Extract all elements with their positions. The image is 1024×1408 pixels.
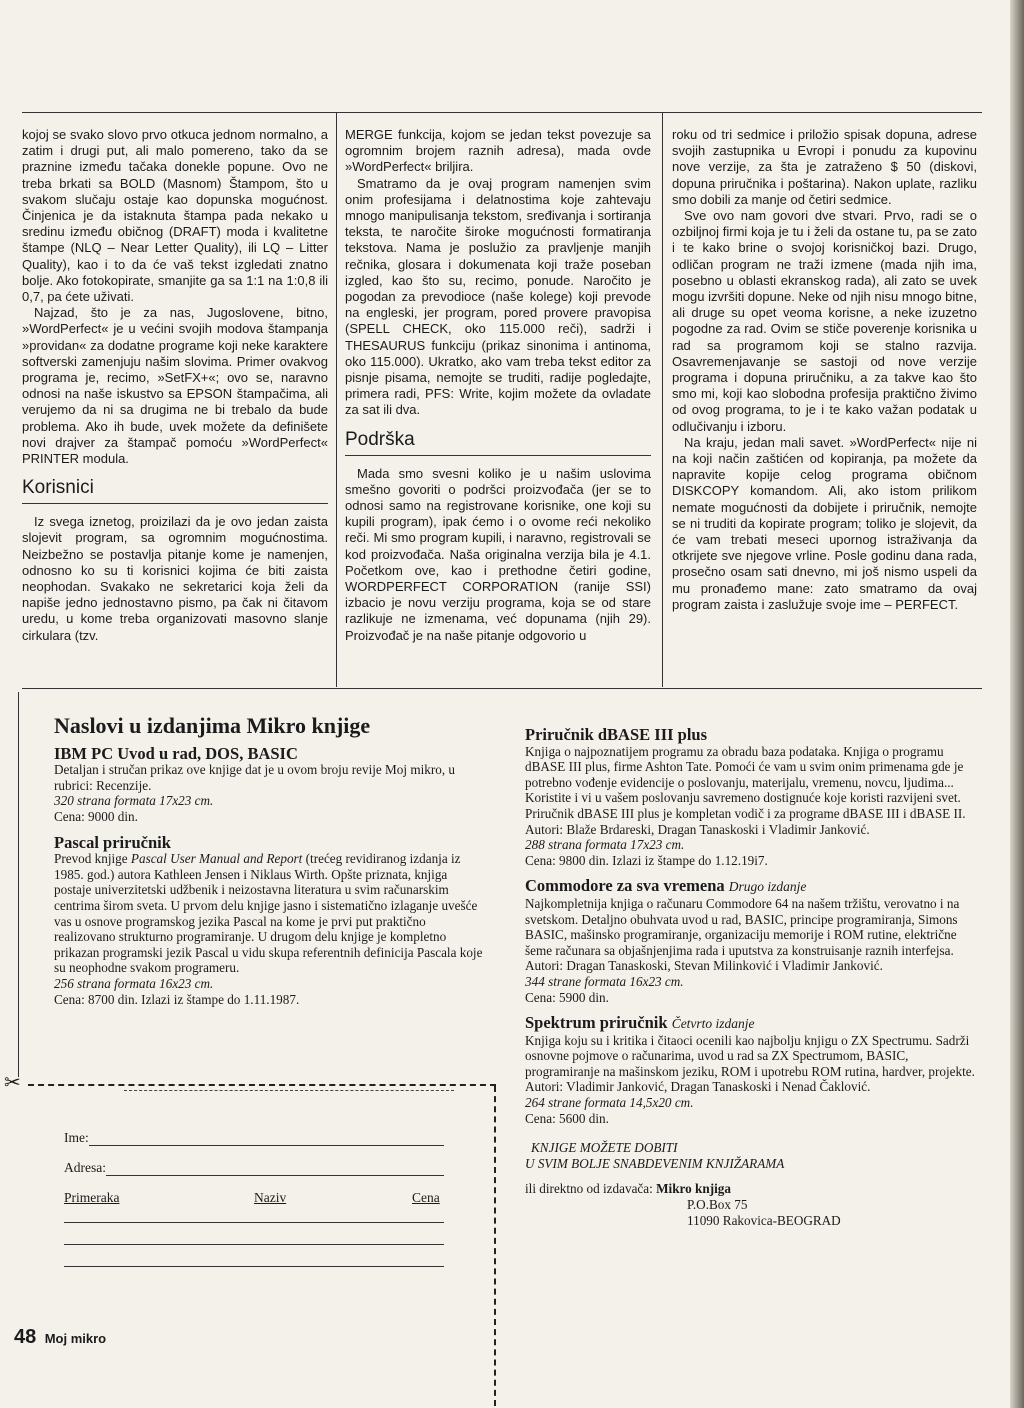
book-description: Detaljan i stručan prikaz ove knjige dat je u ovom broju revije Moj mikro, u rubrici: Recenzije. bbox=[54, 762, 456, 793]
paragraph: Na kraju, jedan mali savet. »WordPerfect« nije ni na koji način zaštićen od kopiranja, pa možete da napravite kopije celog programa običnom DISKCOPY komandom. Ali, ako istom prilikom nemate mogućnosti da dobijete i priručnik, nemojte se ni truditi da kopirate program; toliko je slojevit, da će vam trebati meseci upornog istraživanja da otkrijete sve njegove vrline. Posle godinu dana rada, prosečno osam sati dnevno, mi još nismo uspeli da mu pronađemo mane: zato smatramo da ovaj program zaista i zaslužuje svoje ime – PERFECT. bbox=[672, 434, 977, 612]
column-header-primeraka: Primeraka bbox=[64, 1190, 120, 1205]
article-bottom-rule bbox=[22, 688, 982, 689]
paragraph: kojoj se svako slovo prvo otkuca jednom normalno, a zatim i drugi put, ali malo pomereno, tako da se praznine između tačaka donekle popune. Ovo ne treba brkati sa BOLD (Masnom) Štampom, što u svakom slučaju ostaje kao dopunska mogućnost. Činjenica je da istaknuta štampa pada nekako u sredinu između običnog (DRAFT) moda i kvalitetne štampe (NLQ – Near Letter Quality), ili LQ – Litter Quality), kao i to da će vaš tekst izgledati znatno bolje. Ako fotokopirate, smanjite ga sa 1:1 na 1:0,8 ili 0,7, pa ćete uživati. bbox=[22, 127, 328, 305]
text: Spektrum priručnik bbox=[525, 1013, 668, 1033]
form-line[interactable] bbox=[64, 1244, 444, 1245]
magazine-name: Moj mikro bbox=[44, 1331, 107, 1346]
paragraph: Sve ovo nam govori dve stvari. Prvo, radi se o ozbiljnoj firmi koja je tu i želi da ostane tu, pa se zato i te kako brine o svojoj korisničkoj bazi. Drugo, odličan program ne traži izmene (mada njih ima, posebno u oblasti ekranskog rada), ali zato se uvek mogu izvršiti dopune. Neke od njih nisu mnogo bitne, ali druge su opet veoma korisne, a neke izuzetno pogodne za rad. Ovim se stiče poverenje korisnika u rad sa programom koji se stalno razvija. Osavremenjavanje se sastoji od nove verzije programa i dopuna priručniku, a za takve kao što smo mi, koji kao slobodna profesija praktično živimo od ovog programa, to je i te kako važan podatak u odlučivanju i izboru. bbox=[672, 208, 977, 434]
book-format: 264 strane formata 14,5x20 cm. bbox=[525, 1095, 694, 1111]
book-price: Cena: 5600 din. bbox=[525, 1110, 609, 1126]
text: Commodore za sva vremena bbox=[525, 876, 725, 896]
article-column-3 bbox=[672, 127, 977, 613]
availability-line-1: KNJIGE MOŽETE DOBITI bbox=[531, 1140, 678, 1156]
form-top-dashes bbox=[124, 1090, 454, 1091]
book-description: Knjiga o najpoznatijem programu za obradu baza podataka. Knjiga o programu dBASE III plus, firme Ashton Tate. Pomoći će vam u svim onim primenama gde je potrebno vođenje evidencije o poslovanju, materijalu, vremenu, novcu, ljudima... Koristite i vi u vašem poslovanju savremeno dostignuće koje koristi razvijeni svet. Priručnik dBASE III plus je kompletan vodič i za programe dBASE III i dBASE II. Autori: Blaže Brdareski, Dragan Tanaskoski i Vladimir Janković. bbox=[525, 743, 966, 837]
page-edge-shadow bbox=[1010, 0, 1024, 1408]
page-number: 48 bbox=[14, 1326, 37, 1348]
form-field-adresa[interactable] bbox=[106, 1174, 444, 1176]
paragraph: Iz svega iznetog, proizilazi da je ovo jedan zaista slojevit program, sa ogromnim mogućnostima. Neizbežno se postavlja pitanje kome je namenjen, odnosno ko su ti korisnici kojima će biti zaista neophodan. Svakako ne sekretarici koja želi da napiše jedno jednostavno pismo, pa čak ni čitavom uredu, u kome treba organizovati masovno slanje cirkulara (tzv. bbox=[22, 514, 328, 643]
subheading-podrska: Podrška bbox=[345, 429, 651, 456]
top-rule bbox=[22, 112, 982, 113]
book-price: Cena: 9800 din. Izlazi iz štampe do 1.12.19i7. bbox=[525, 852, 768, 868]
book-description: Najkompletnija knjiga o računaru Commodore 64 na našem tržištu, verovatno i na svetskom. Detaljno obuhvata uvod u rad, BASIC, principe programiranja, Simons BASIC, mašinsko programiranje, organizaciju memorije i ROM rutine, električne šeme računara sa objašnjenjima rada i uputstva za konstruisanje raznih interfejsa. Autori: Dragan Tanaskoski, Stevan Milinković i Vladimir Janković. bbox=[525, 895, 960, 974]
book-description bbox=[54, 851, 484, 976]
book-format: 320 strana formata 17x23 cm. bbox=[54, 793, 214, 809]
article-column-1 bbox=[22, 127, 328, 644]
cut-line-vertical bbox=[494, 1086, 496, 1406]
ad-right-column bbox=[525, 727, 977, 1228]
availability-line-2: U SVIM BOLJE SNABDEVENIM KNJIŽARAMA bbox=[525, 1155, 785, 1171]
column-header-cena: Cena bbox=[412, 1190, 440, 1205]
publisher-city: 11090 Rakovica-BEOGRAD bbox=[687, 1212, 841, 1228]
paragraph: roku od tri sedmice i priložio spisak dopuna, adrese svojih zastupnika u Evropi i ponudu za kupovinu nove verzije, za šta je zatraženo $ 50 (diskovi, dopuna priručnika i poštarina). Nakon uplate, razliku smo dobili za manje od četiri sedmice. bbox=[672, 127, 977, 207]
article-column-2 bbox=[345, 127, 651, 644]
book-price: Cena: 9000 din. bbox=[54, 808, 138, 824]
column-header-naziv: Naziv bbox=[254, 1190, 287, 1205]
scissors-icon: ✂ bbox=[4, 1072, 21, 1094]
form-row-ime[interactable] bbox=[64, 1130, 444, 1146]
book-title bbox=[525, 878, 977, 895]
book-price: Cena: 5900 din. bbox=[525, 989, 609, 1005]
edition: Četvrto izdanje bbox=[671, 1016, 755, 1032]
column-divider-2 bbox=[662, 112, 663, 687]
ad-left-column bbox=[54, 713, 484, 1007]
page-footer bbox=[14, 1326, 106, 1349]
form-line[interactable] bbox=[64, 1266, 444, 1267]
book-format: 256 strana formata 16x23 cm. bbox=[54, 975, 214, 991]
form-field-ime[interactable] bbox=[89, 1144, 444, 1146]
book-title bbox=[525, 1015, 977, 1032]
ad-left-border bbox=[18, 692, 19, 1077]
paragraph: MERGE funkcija, kojom se jedan tekst povezuje sa ogromnim brojem raznih adresa), mada ovde »WordPerfect« briljira. bbox=[345, 127, 651, 175]
form-label-adresa: Adresa: bbox=[64, 1160, 106, 1175]
text: (trećeg revidiranog izdanja iz 1985. god.) autora Kathleen Jensen i Niklaus Wirth. Opšte priznata, knjiga postaje univerzitetski udžbenik i neizostavna literatura u svim računarskim centrima širom sveta. U prvom delu knjige jasno i sistematično izlaganje uvešće vas u osnove programskog jezika Pascal na kome je prvi put praktično realizovano strukturno programiranje. U drugom delu knjige je kompletno prikazan programski jezik Pascal u vidu skupa referentnih definicija Pascala koje su neophodne svakom programeru. bbox=[54, 851, 483, 976]
paragraph: Najzad, što je za nas, Jugoslovene, bitno, »WordPerfect« je u većini svojih modova štampanja »providan« za dodatne programe koji neke karaktere softverski zamenjuju našim slovima. Primer ovakvog programa je, recimo, »SetFX+«; ovo se, naravno odnosi na naše iskustvo sa EPSON štampačima, ali verujemo da ni sa drugima ne bi trebalo da bude problema. Ako ih bude, uvek možete da definišete novi drajver za štampač pomoću »WordPerfect« PRINTER modula. bbox=[22, 305, 328, 467]
column-divider-1 bbox=[336, 112, 337, 687]
paragraph: Mada smo svesni koliko je u našim uslovima smešno govoriti o podršci proizvođača (jer se to odnosi samo na registrovane korisnike, one koji su kupili program), ipak ćemo i o ovome reći nekoliko reči. Mi smo program kupili, i naravno, registrovali se kod proizvođača. Naša originalna verzija bila je 4.1. Početkom ove, kao i prethodne četiri godine, WORDPERFECT CORPORATION (ranije SSI) izbacio je novu verziju programa, koja se od stare razlikuje ne izmenama, već dopunama (njih 29). Proizvođač je na naše pitanje odgovorio u bbox=[345, 465, 651, 643]
book-price: Cena: 8700 din. Izlazi iz štampe do 1.11.1987. bbox=[54, 991, 300, 1007]
text: Pascal User Manual and Report bbox=[130, 851, 303, 867]
form-row-adresa[interactable] bbox=[64, 1160, 444, 1176]
book-format: 288 strana formata 17x23 cm. bbox=[525, 837, 685, 853]
text: ili direktno od izdavača: bbox=[525, 1181, 653, 1197]
form-line[interactable] bbox=[64, 1222, 444, 1223]
publisher-name: Mikro knjiga bbox=[656, 1181, 731, 1197]
ad-title: Naslovi u izdanjima Mikro knjige bbox=[54, 713, 371, 738]
form-label-ime: Ime: bbox=[64, 1130, 89, 1145]
publisher-pobox: P.O.Box 75 bbox=[687, 1197, 748, 1213]
cut-line-horizontal bbox=[28, 1084, 496, 1086]
book-format: 344 strane formata 16x23 cm. bbox=[525, 973, 684, 989]
text: Prevod knjige bbox=[54, 851, 131, 867]
book-title: IBM PC Uvod u rad, DOS, BASIC bbox=[54, 743, 298, 763]
book-title: Priručnik dBASE III plus bbox=[525, 725, 708, 744]
book-description: Knjiga koju su i kritika i čitaoci ocenili kao najbolju knjigu o ZX Spectrumu. Sadrži osnovne pojmove o računarima, uvod u rad sa ZX Spectrumom, BASIC, programiranje na mašinskom jeziku, ROM i upotrebu ROM rutina, hardver, projekte. Autori: Vladimir Janković, Dragan Tanaskoski i Nenad Čaklović. bbox=[525, 1032, 975, 1095]
direct-order bbox=[525, 1181, 977, 1197]
edition: Drugo izdanje bbox=[728, 879, 807, 895]
paragraph: Smatramo da je ovaj program namenjen svim onim profesijama i delatnostima koje zahtevaju mnogo manipulisanja tekstom, sređivanja i sortiranja teksta, te naročite široke mogućnosti formatiranja tekstova. Nama je poslužio za pravljenje manjih rečnika, glosara i dokumenata koji traže poseban izgled, kao što su, recimo, ponude. Naročito je pogodan za prevodioce (naše kolege) koji prevode na engleski, jer program, pored provere pravopisa (SPELL CHECK, oko 115.000 reči), sadrži i THESAURUS funkciju (prikaz sinonima i antinoma, oko 115.000). Ukratko, ako vam treba tekst editor za pisnje pisama, nemojte se truditi, radije pogledajte, primera radi, PFS: Write, kojim možete da ovladate za sat ili dva. bbox=[345, 175, 651, 418]
subheading-korisnici: Korisnici bbox=[22, 477, 328, 504]
book-title: Pascal priručnik bbox=[54, 832, 171, 852]
